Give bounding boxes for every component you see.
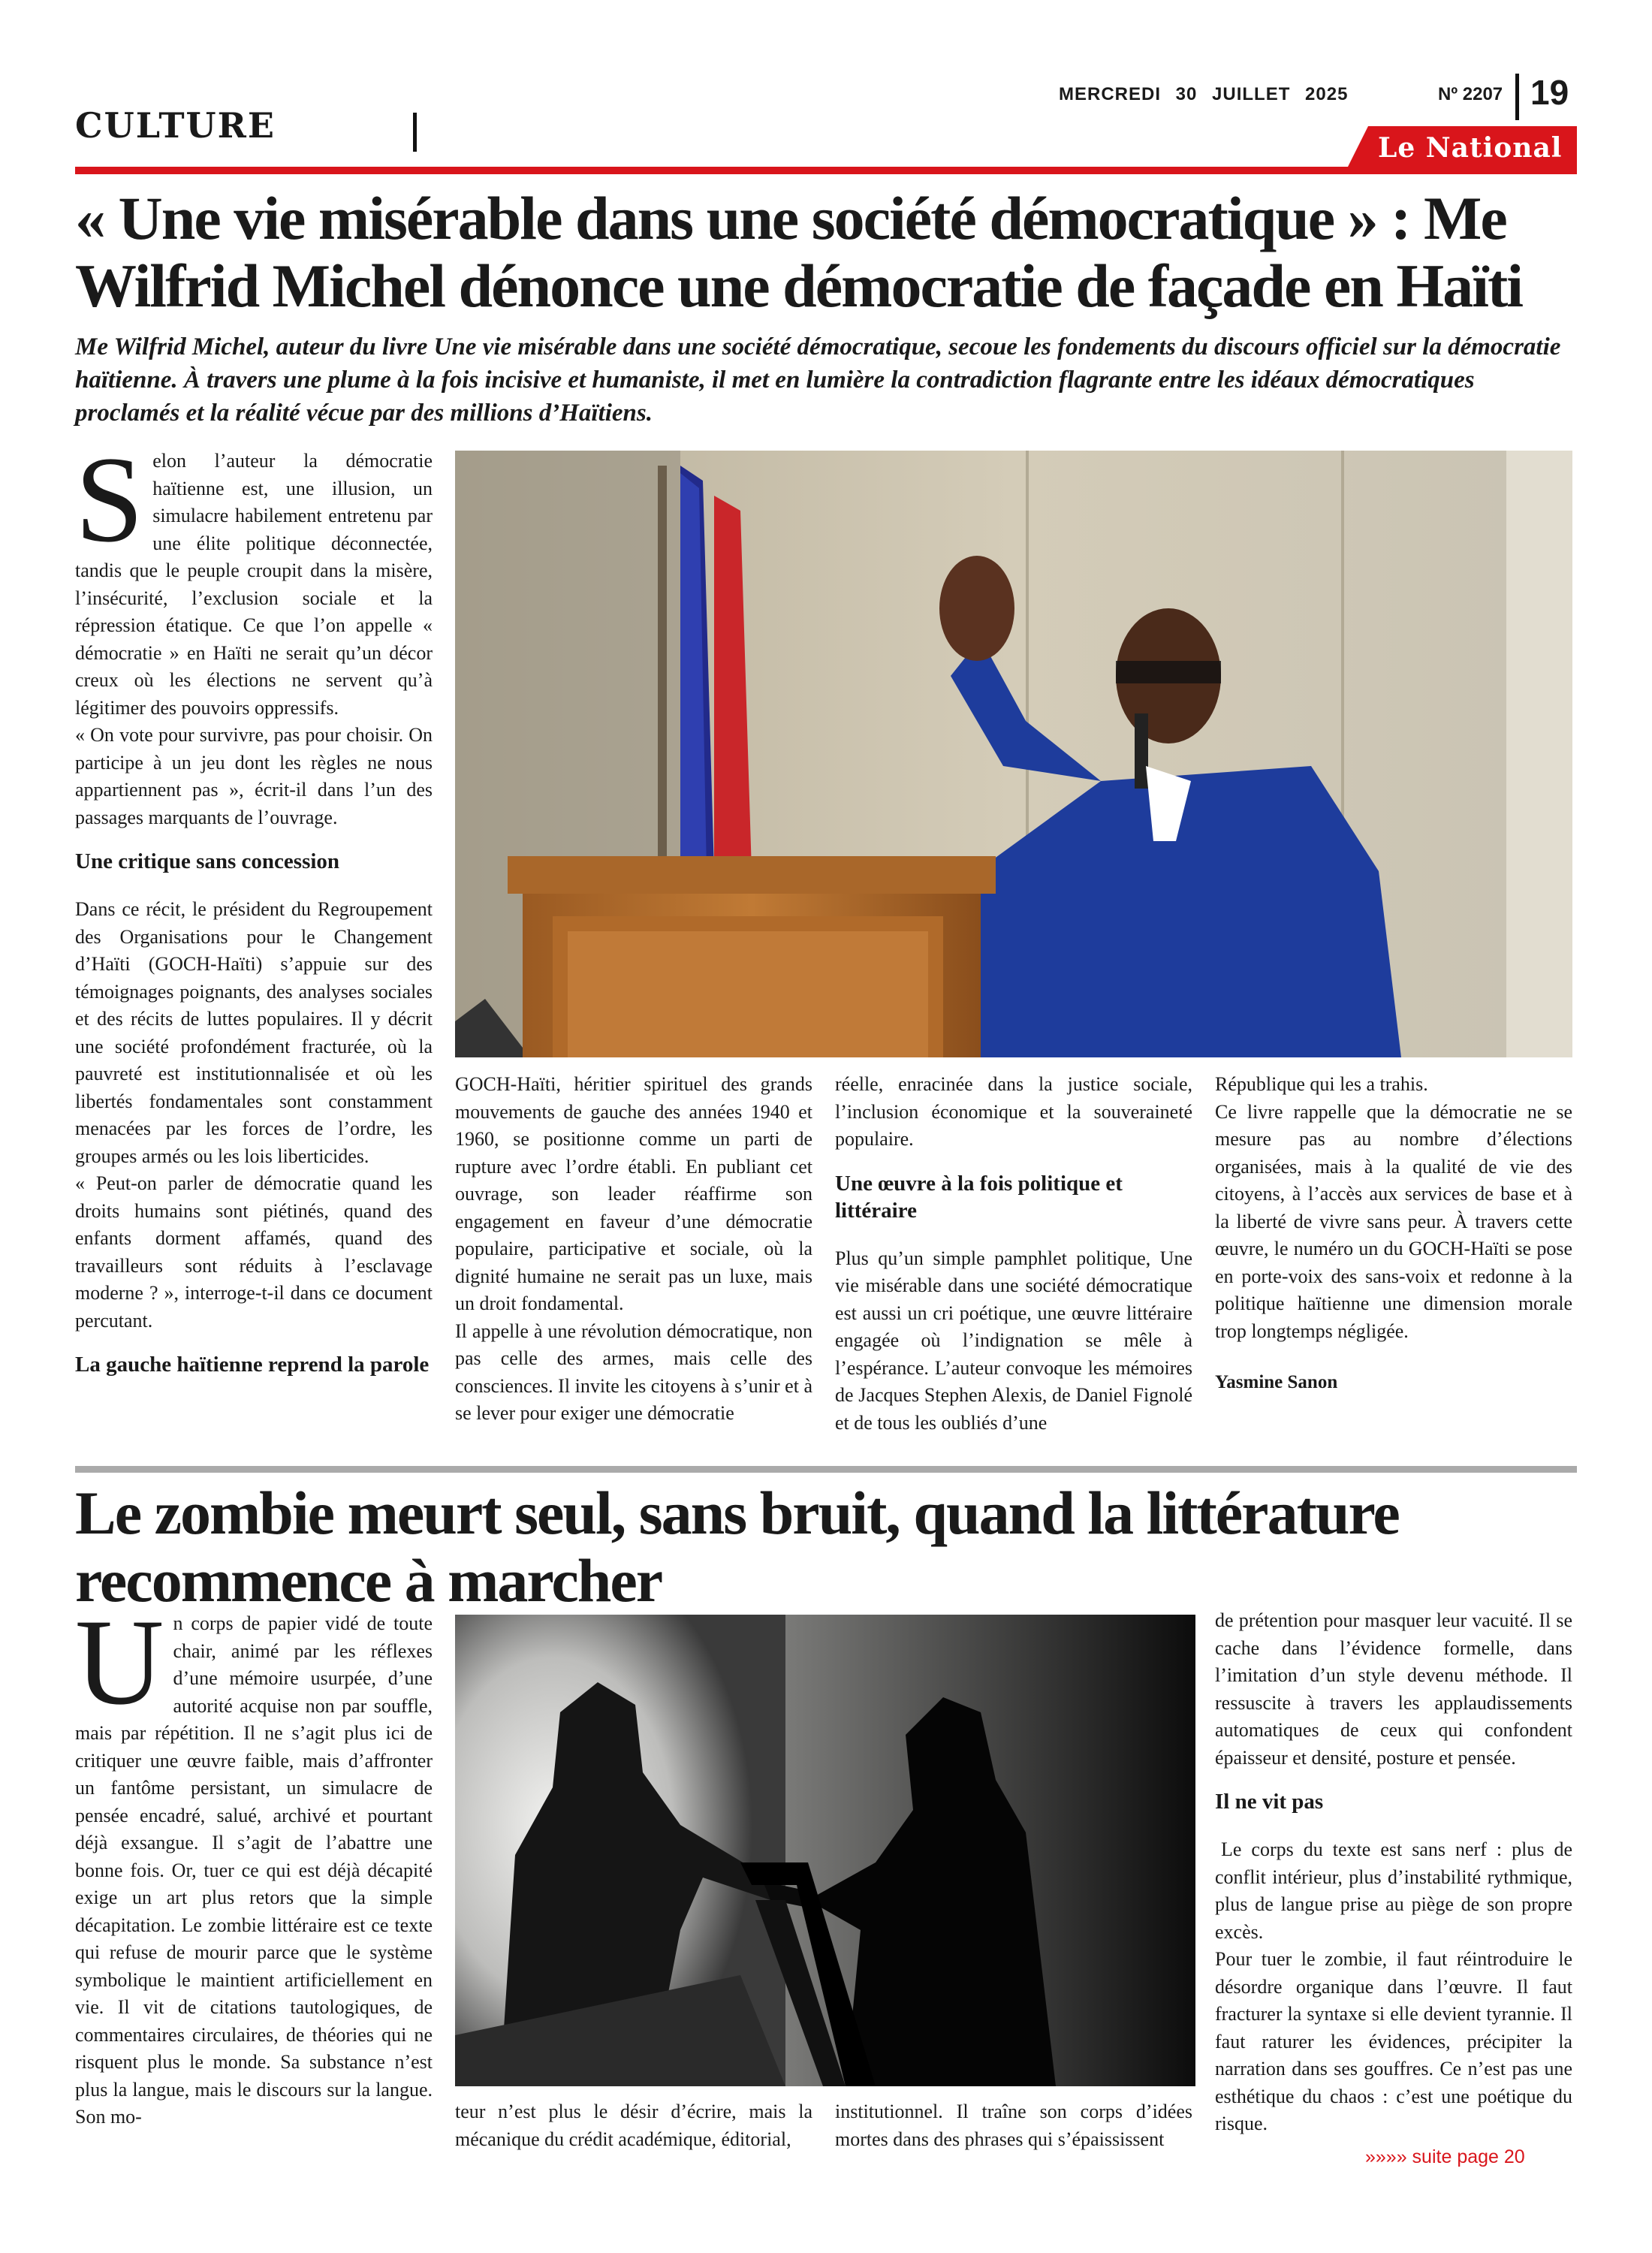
drop-cap: S xyxy=(75,432,144,568)
paragraph: Dans ce récit, le président du Regroupement des Organisations pour le Changement d’Haïti (GOCH-Haïti) s’appuie sur des témoignages poignants, des analyses sociales et des récits de luttes populaires. Il y décrit une société profondément fracturée, où la pauvreté est institutionnalisée et où les libertés fondamentales sont constamment menacées par les forces de l’ordre, les groupes armés ou les lois liberticides. xyxy=(75,898,433,1167)
subheading: Une œuvre à la fois politique et littéraire xyxy=(835,1171,1123,1223)
paragraph: Il appelle à une révolution démocratique, non pas celle des armes, mais celle des consciences. Il invite les citoyens à s’unir et à se lever pour exiger une démocratie xyxy=(455,1320,812,1424)
drop-cap: U xyxy=(75,1594,164,1730)
author-byline: Yasmine Sanon xyxy=(1215,1372,1338,1392)
paragraph: GOCH-Haïti, héritier spirituel des grands mouvements de gauche des années 1940 et 1960, se positionne comme un parti de rupture avec l’ordre établi. En publiant cet ouvrage, son leader réaffirme son engagement en faveur d’une démocratie populaire, participative et sociale, où la dignité humaine ne serait pas un luxe, mais un droit fondamental. xyxy=(455,1073,812,1314)
article-column-3 xyxy=(835,1071,1192,1437)
subheading: Il ne vit pas xyxy=(1215,1790,1324,1814)
issue-date: MERCREDI 30 JUILLET 2025 xyxy=(1059,84,1349,104)
continued-link[interactable]: »»»» suite page 20 xyxy=(1365,2146,1525,2167)
paragraph: Le corps du texte est sans nerf : plus de conflit intérieur, plus d’instabilité rythmique, plus de langue prise au piège de son propre excès. xyxy=(1215,1838,1572,1943)
brand-logo: Le National xyxy=(1378,132,1563,164)
paragraph: n corps de papier vidé de toute chair, animé par les réflexes d’une mémoire usurpée, d’une autorité acquise non par souffle, mais par répétition. Il ne s’agit plus ici de critiquer une œuvre faible, mais d’affronter un fantôme persistant, un simulacre de pensée encadré, salué, archivé et pourtant déjà exsangue. Il s’agit de l’abattre une bonne fois. Or, tuer ce qui est déjà décapité exige un art plus retors que la simple décapitation. Le zombie littéraire est ce texte qui refuse de mourir parce que le système symbolique le maintient artificiellement en vie. Il vit de citations tautologiques, de commentaires circulaires, de théories qui ne risquent plus le monde. Sa substance n’est plus la langue, mais le discours sur la langue. Son mo- xyxy=(75,1612,433,2128)
quote-paragraph: « Peut-on parler de démocratie quand les droits humains sont piétinés, quand des enfants dorment affamés, quand des travailleurs sont réduits à l’esclavage moderne ? », interroge-t-il dans ce document percutant. xyxy=(75,1172,433,1332)
issue-number: Nº 2207 xyxy=(1438,84,1503,104)
article-column-4 xyxy=(1215,1071,1572,1397)
subheading: Une critique sans concession xyxy=(75,849,340,873)
section-divider xyxy=(413,113,417,152)
article-headline: « Une vie misérable dans une société démocratique » : Me Wilfrid Michel dénonce une démocratie de façade en Haïti xyxy=(75,184,1523,320)
article-column-1 xyxy=(75,432,433,1399)
paragraph: de prétention pour masquer leur vacuité. Il se cache dans l’évidence formelle, dans l’imitation d’un style devenu méthode. Il ressuscite à travers les applaudissements automatiques de ceux qui confondent épaisseur et densité, posture et pensée. xyxy=(1215,1609,1572,1769)
article2-column-2 xyxy=(455,2098,812,2153)
header-rule xyxy=(75,167,1577,174)
article-lead: Me Wilfrid Michel, auteur du livre Une vie misérable dans une société démocratique, secoue les fondements du discours officiel sur la démocratie haïtienne. À travers une plume à la fois incisive et humaniste, il met en lumière la contradiction flagrante entre les idéaux démocratiques proclamés et la réalité vécue par des millions d’Haïtiens. xyxy=(75,333,1561,427)
paragraph: République qui les a trahis. xyxy=(1215,1073,1428,1095)
paragraph: institutionnel. Il traîne son corps d’idées mortes dans des phrases qui s’épaississent xyxy=(835,2101,1192,2150)
page-number: 19 xyxy=(1530,73,1569,112)
section-label: CULTURE xyxy=(75,105,276,146)
article2-column-3 xyxy=(835,2098,1192,2153)
article2-column-4 xyxy=(1215,1607,1572,2138)
paragraph: Pour tuer le zombie, il faut réintroduire le désordre organique dans l’œuvre. Il faut fracturer la syntaxe si elle devient tyrannie. Il faut raturer les évidences, précipiter la narration dans ses gouffres. Ce n’est pas une esthétique du chaos : c’est une poétique du risque. xyxy=(1215,1948,1572,2134)
quote-paragraph: « On vote pour survivre, pas pour choisir. On participe à un jeu dont les règles ne nous appartiennent pas », écrit-il dans l’un des passages marquants de l’ouvrage. xyxy=(75,724,433,828)
paragraph: Ce livre rappelle que la démocratie ne se mesure pas au nombre d’élections organisées, mais à la qualité de vie des citoyens, à l’accès aux services de base et à la liberté de vivre sans peur. À travers cette œuvre, le numéro un du GOCH-Haïti se pose en porte-voix des sans-voix et redonne à la politique haïtienne une dimension morale trop longtemps négligée. xyxy=(1215,1100,1572,1342)
subheading: La gauche haïtienne reprend la parole xyxy=(75,1353,430,1377)
paragraph: Plus qu’un simple pamphlet politique, Une vie misérable dans une société démocratique est aussi un cri poétique, une œuvre littéraire engagée où l’indignation se mêle à l’espérance. L’auteur convoque les mémoires de Jacques Stephen Alexis, de Daniel Fignolé et de tous les oubliés d’une xyxy=(835,1247,1192,1434)
paragraph: elon l’auteur la démocratie haïtienne est, une illusion, un simulacre habilement entretenu par une élite politique déconnectée, tandis que le peuple croupit dans la misère, l’insécurité, l’exclusion sociale et la répression étatique. Ce que l’on appelle « démocratie » en Haïti ne serait qu’un décor creux où les élections ne servent qu’à légitimer des pouvoirs oppressifs. xyxy=(75,450,433,719)
speaker-photo xyxy=(455,451,1572,1057)
article2-column-1 xyxy=(75,1594,433,2131)
shadow-handshake-photo xyxy=(455,1615,1195,2086)
paragraph: réelle, enracinée dans la justice sociale, l’inclusion économique et la souveraineté populaire. xyxy=(835,1073,1192,1150)
article-headline-2: Le zombie meurt seul, sans bruit, quand la littérature recommence à marcher xyxy=(75,1479,1399,1615)
page-divider xyxy=(1515,74,1519,120)
paragraph: teur n’est plus le désir d’écrire, mais la mécanique du crédit académique, éditorial, xyxy=(455,2101,812,2150)
article-column-2 xyxy=(455,1071,812,1428)
article-divider xyxy=(75,1466,1577,1473)
